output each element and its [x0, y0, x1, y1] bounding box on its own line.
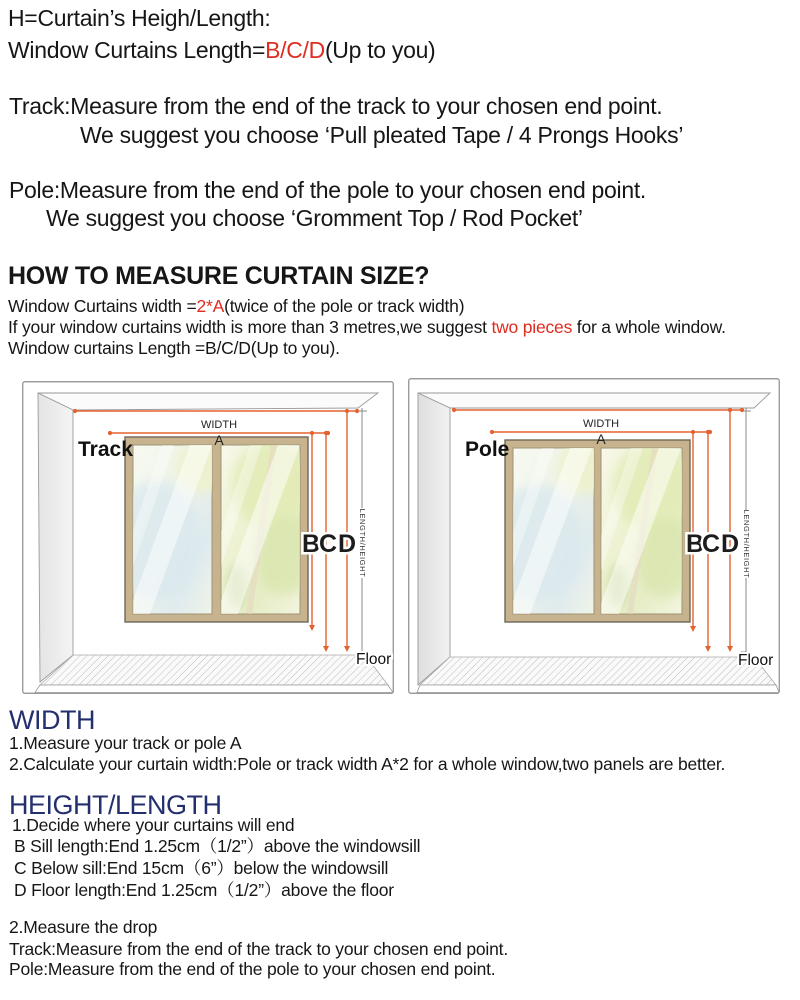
c-label: C [701, 530, 721, 558]
height-pole-note: Pole:Measure from the end of the pole to your chosen end point. [9, 959, 496, 979]
height-option-c: C Below sill:End 15cm（6”）below the windowsill [14, 858, 389, 878]
height-track-note: Track:Measure from the end of the track to your chosen end point. [9, 939, 508, 959]
track-label: Track [78, 438, 133, 461]
two-pieces-red: two pieces [491, 317, 573, 337]
floor-front-band [417, 685, 779, 693]
width-step-2: 2.Calculate your curtain width:Pole or track width A*2 for a whole window,two panels are better. [9, 754, 726, 774]
height-step-2: 2.Measure the drop [9, 917, 158, 937]
a-label: A [214, 432, 224, 448]
height-option-b: B Sill length:End 1.25cm（1/2”）above the windowsill [14, 836, 421, 856]
d-label: D [337, 530, 357, 558]
intro-line-h-definition: H=Curtain’s Heigh/Length: [8, 5, 271, 31]
floor-hatch [40, 655, 388, 685]
length-height-label: LENGTH/HEIGHT [358, 508, 368, 578]
two-pieces-prefix: If your window curtains width is more than 3 metres,we suggest [8, 317, 492, 337]
left-wall-plane [38, 393, 73, 682]
width-step-1: 1.Measure your track or pole A [9, 733, 242, 753]
length-height-label: LENGTH/HEIGHT [742, 509, 752, 579]
intro-line-length [8, 36, 435, 65]
width-formula-red: 2*A [196, 296, 225, 316]
floor-front-band [35, 685, 393, 693]
pole-instruction: Pole:Measure from the end of the pole to your chosen end point. [9, 177, 647, 203]
b-label: B [301, 530, 321, 558]
ceiling-plane [418, 393, 770, 408]
pole-suggestion: We suggest you choose ‘Gromment Top / Rod Pocket’ [46, 205, 583, 231]
floor-label: Floor [738, 652, 774, 669]
b-label: B [685, 530, 705, 558]
track-room-diagram [22, 381, 394, 694]
two-pieces-line [8, 316, 726, 338]
length-bcd-red: B/C/D [265, 37, 325, 63]
height-option-d: D Floor length:End 1.25cm（1/2”）above the floor [14, 880, 394, 900]
a-label: A [596, 431, 606, 447]
c-label: C [318, 530, 338, 558]
width-label: WIDTH [582, 418, 620, 430]
height-step-1: 1.Decide where your curtains will end [12, 815, 295, 835]
two-pieces-suffix: for a whole window. [572, 317, 726, 337]
pole-label: Pole [465, 438, 510, 461]
width-label: WIDTH [200, 419, 238, 431]
height-section-heading: HEIGHT/LENGTH [9, 790, 222, 820]
width-formula-prefix: Window Curtains width = [8, 296, 197, 316]
width-section-heading: WIDTH [9, 705, 95, 735]
width-formula-line [8, 295, 464, 317]
track-suggestion: We suggest you choose ‘Pull pleated Tape / 4 Prongs Hooks’ [80, 122, 684, 148]
pole-room-diagram [408, 378, 780, 694]
length-formula-line: Window curtains Length =B/C/D(Up to you). [8, 338, 340, 358]
how-to-measure-heading: HOW TO MEASURE CURTAIN SIZE? [8, 262, 430, 290]
length-suffix: (Up to you) [324, 37, 436, 63]
track-instruction: Track:Measure from the end of the track to your chosen end point. [9, 93, 663, 119]
left-wall-plane [418, 393, 450, 685]
length-prefix: Window Curtains Length= [8, 37, 266, 63]
ceiling-plane [38, 393, 378, 410]
d-label: D [720, 530, 740, 558]
window [485, 440, 695, 622]
floor-label: Floor [356, 651, 392, 668]
window [105, 437, 314, 622]
width-formula-suffix: (twice of the pole or track width) [224, 296, 465, 316]
floor-hatch [420, 657, 776, 685]
